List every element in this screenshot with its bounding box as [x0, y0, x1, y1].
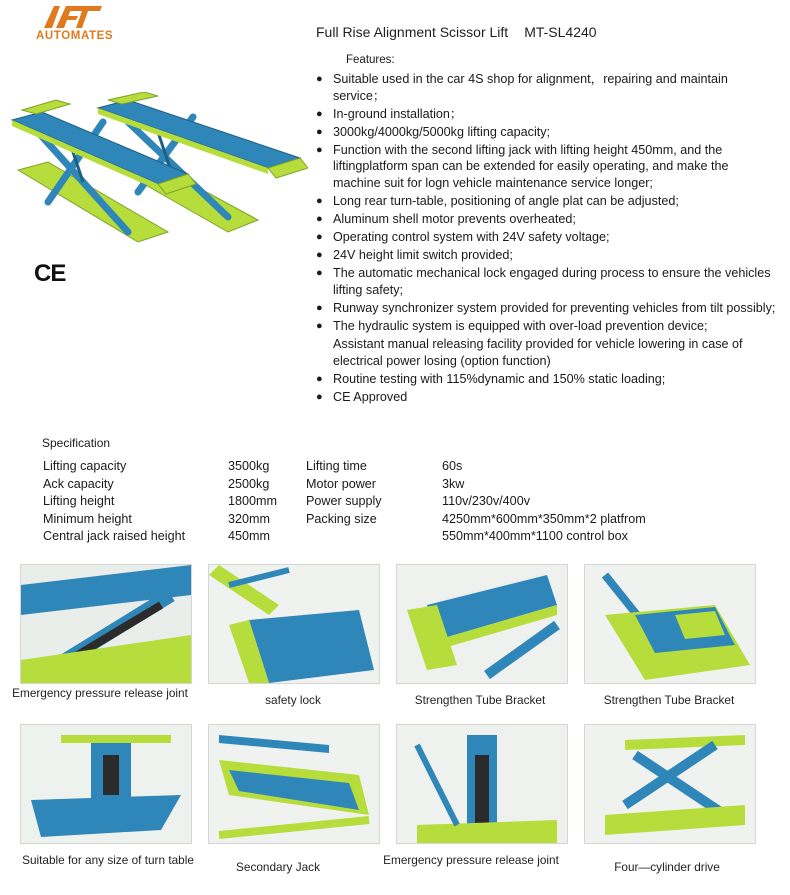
spec-label: Ack capacity — [43, 476, 114, 491]
spec-label: Lifting height — [43, 494, 115, 508]
photo-turn-table — [20, 724, 192, 844]
ce-mark: CE — [34, 260, 66, 287]
feature-item: ● Suitable used in the car 4S shop for alignment，repairing and maintain service； — [316, 72, 728, 103]
gallery-caption: Four—cylinder drive — [614, 860, 720, 874]
gallery-caption: Strengthen Tube Bracket — [414, 693, 546, 707]
bullet-icon: ● — [316, 319, 323, 332]
bullet-icon: ● — [316, 301, 323, 314]
spec-value: 320mm — [228, 511, 270, 526]
bullet-icon: ● — [316, 143, 323, 156]
photo-strengthen-tube-bracket-2 — [584, 564, 756, 684]
spec-value: 4250mm*600mm*350mm*2 platfrom — [442, 511, 646, 526]
photo-strengthen-tube-bracket — [396, 564, 568, 684]
spec-label: Lifting time — [306, 459, 367, 473]
product-model: MT-SL4240 — [524, 24, 597, 40]
bullet-icon: ● — [316, 231, 323, 244]
photo-secondary-jack — [208, 724, 380, 844]
spec-right-values — [442, 458, 646, 546]
spec-label: Packing size — [306, 511, 377, 526]
feature-item: ● The automatic mechanical lock engaged during process to ensure the vehicles lifting safety; — [316, 266, 771, 297]
feature-item-continuation: Assistant manual releasing facility provided for vehicle lowering in case of electrical power losing (option function) — [333, 337, 743, 368]
spec-value: 2500kg — [228, 476, 270, 491]
feature-item: ● Function with the second lifting jack with lifting height 450mm, and the liftingplatform span can be extended for easily operating, and make the machine suit for logn vehicle maintenance service longer; — [316, 142, 729, 190]
spec-value: 550mm*400mm*1100 control box — [442, 529, 628, 543]
feature-item: ● Runway synchronizer system provided for preventing vehicles from tilt possibly; — [316, 300, 776, 315]
photo-emergency-pressure-release-joint-2 — [396, 724, 568, 844]
spec-label: Power supply — [306, 494, 382, 508]
bullet-icon: ● — [316, 390, 323, 403]
feature-item: ● Routine testing with 115%dynamic and 150% static loading; — [316, 371, 666, 386]
automates-logo-icon — [44, 4, 102, 28]
brand-logo — [36, 4, 126, 44]
spec-left-values — [228, 458, 277, 546]
spec-left-labels — [43, 458, 185, 546]
spec-label: Minimum height — [43, 511, 132, 526]
spec-value: 60s — [442, 459, 463, 473]
feature-item: ● 24V height limit switch provided; — [316, 248, 513, 263]
bullet-icon: ● — [316, 212, 323, 225]
product-title: Full Rise Alignment Scissor Lift — [316, 24, 509, 40]
photo-safety-lock — [208, 564, 380, 684]
spec-label — [306, 528, 382, 546]
bullet-icon: ● — [316, 267, 323, 280]
bullet-icon: ● — [316, 73, 323, 85]
spec-value: 3500kg — [228, 459, 270, 473]
gallery-caption: Emergency pressure release joint — [12, 686, 188, 700]
page-title — [316, 24, 597, 40]
scissor-lift-hero-image — [8, 92, 308, 262]
feature-item: ● The hydraulic system is equipped with over-load prevention device; — [316, 318, 708, 333]
feature-item: ● CE Approved — [316, 389, 408, 404]
brand-name: AUTOMATES — [36, 30, 114, 42]
feature-item: ● Long rear turn-table, positioning of angle plat can be adjusted; — [316, 193, 679, 208]
spec-value: 3kw — [442, 476, 465, 491]
feature-item: ● In-ground installation； — [316, 106, 463, 121]
feature-item: ● Aluminum shell motor prevents overheated; — [316, 211, 576, 226]
specification-heading: Specification — [42, 436, 111, 450]
bullet-icon: ● — [316, 194, 323, 207]
gallery-caption: Strengthen Tube Bracket — [603, 693, 735, 707]
bullet-icon: ● — [316, 125, 323, 138]
spec-right-labels — [306, 458, 382, 546]
photo-four-cylinder-drive — [584, 724, 756, 844]
spec-value: 110v/230v/400v — [442, 494, 530, 508]
spec-value: 1800mm — [228, 494, 277, 508]
photo-emergency-pressure-release-joint — [20, 564, 192, 684]
spec-label: Motor power — [306, 476, 376, 491]
gallery-caption: Suitable for any size of turn table — [22, 853, 194, 867]
bullet-icon: ● — [316, 107, 323, 120]
spec-value: 450mm — [228, 529, 270, 543]
features-list — [316, 71, 776, 407]
gallery-caption: Emergency pressure release joint — [383, 853, 559, 867]
bullet-icon: ● — [316, 372, 323, 385]
spec-label: Central jack raised height — [43, 529, 186, 543]
bullet-icon: ● — [316, 249, 323, 262]
feature-item: ● Operating control system with 24V safety voltage; — [316, 230, 610, 245]
features-heading: Features: — [346, 54, 395, 66]
gallery-caption: safety lock — [265, 693, 321, 707]
feature-item: ● 3000kg/4000kg/5000kg lifting capacity; — [316, 124, 551, 139]
spec-label: Lifting capacity — [43, 459, 127, 473]
gallery-caption: Secondary Jack — [236, 860, 320, 874]
